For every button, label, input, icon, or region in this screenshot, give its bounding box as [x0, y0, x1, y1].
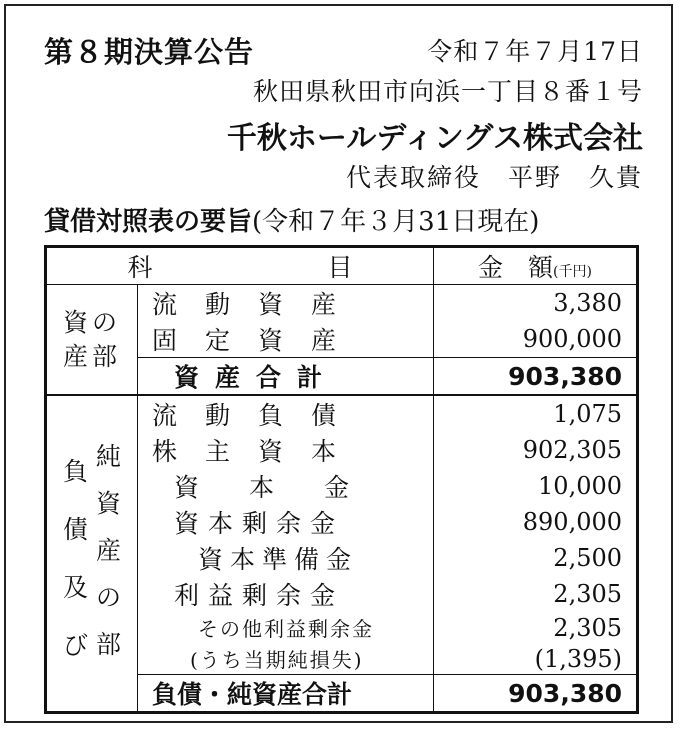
- table-row: [46, 395, 638, 432]
- row-label: [138, 612, 434, 643]
- row-label: [138, 504, 434, 540]
- row-value: 1,075: [434, 395, 638, 432]
- table-row: [46, 285, 638, 322]
- row-label: [138, 432, 434, 468]
- liabilities-group-col-2: [96, 433, 121, 668]
- row-label: [138, 395, 434, 432]
- assets-group-label: [46, 285, 138, 396]
- row-value: 2,305: [553, 613, 623, 642]
- liabilities-group-col-1: [63, 443, 88, 675]
- row-label-text: 固定資産: [152, 326, 365, 355]
- amount-header-text: 金 額: [478, 253, 554, 282]
- group-char: 部: [95, 629, 121, 659]
- row-label-text: 流動資産: [152, 290, 365, 319]
- account-column-header: [46, 247, 434, 285]
- liabilities-total-value: 903,380: [434, 675, 638, 713]
- group-char: 産: [95, 535, 121, 565]
- company-address: 秋田県秋田市向浜一丁目８番１号: [252, 77, 643, 106]
- notice-date: 令和７年７月17日: [427, 37, 643, 66]
- row-label: [138, 468, 434, 504]
- row-value: 902,305: [522, 436, 623, 464]
- balance-sheet-period: (令和７年３月31日現在): [252, 207, 540, 237]
- group-char: び: [63, 630, 89, 660]
- row-label-text: (うち当期純損失): [190, 648, 364, 672]
- account-header-text: 科 目: [127, 253, 353, 282]
- liabilities-group-label: [46, 395, 138, 713]
- row-value: 900,000: [522, 325, 623, 353]
- row-label-text: 流動負債: [152, 401, 365, 430]
- row-label-text: 株主資本: [152, 437, 365, 466]
- row-value: 10,000: [538, 472, 623, 500]
- group-char: 負: [63, 456, 89, 486]
- notice-title: 第８期決算公告: [44, 35, 255, 69]
- row-label: [138, 285, 434, 322]
- balance-sheet-title: [44, 201, 539, 238]
- row-label: [138, 321, 434, 358]
- liabilities-total-label: 負債・純資産合計: [152, 680, 353, 709]
- balance-sheet-table: [44, 245, 639, 714]
- group-char: 及: [63, 572, 89, 602]
- assets-group-line-1: 資の: [62, 307, 121, 337]
- row-label-text: 資本剰余金: [174, 509, 345, 538]
- assets-total-value: 903,380: [434, 358, 638, 396]
- company-name: 千秋ホールディングス株式会社: [226, 121, 643, 156]
- group-char: 債: [63, 514, 89, 544]
- row-label: [138, 358, 434, 396]
- group-char: 純: [95, 441, 121, 471]
- assets-group-line-2: 産部: [62, 341, 121, 371]
- group-char: 資: [95, 488, 121, 518]
- row-label: [138, 576, 434, 612]
- row-value: 2,305: [553, 580, 623, 608]
- table-header-row: [46, 247, 638, 285]
- row-label-text: 資本準備金: [198, 545, 359, 574]
- row-label-text: 資本金: [174, 473, 400, 502]
- amount-column-header: [434, 247, 638, 285]
- assets-total-label: 資産合計: [174, 363, 339, 392]
- representative: 代表取締役 平野 久貴: [345, 163, 643, 192]
- unit-label: (千円): [553, 264, 592, 280]
- row-label: [138, 675, 434, 713]
- row-label-text: 利益剰余金: [174, 581, 345, 610]
- balance-sheet-title-text: 貸借対照表の要旨: [44, 207, 253, 237]
- row-value: 3,380: [553, 289, 623, 317]
- row-value: 890,000: [522, 508, 623, 536]
- row-label: [138, 643, 434, 675]
- group-char: の: [95, 582, 121, 612]
- row-value: 2,500: [553, 544, 623, 572]
- row-label: [138, 540, 434, 576]
- row-label-text: その他利益剰余金: [198, 617, 374, 641]
- row-value: (1,395): [534, 644, 623, 673]
